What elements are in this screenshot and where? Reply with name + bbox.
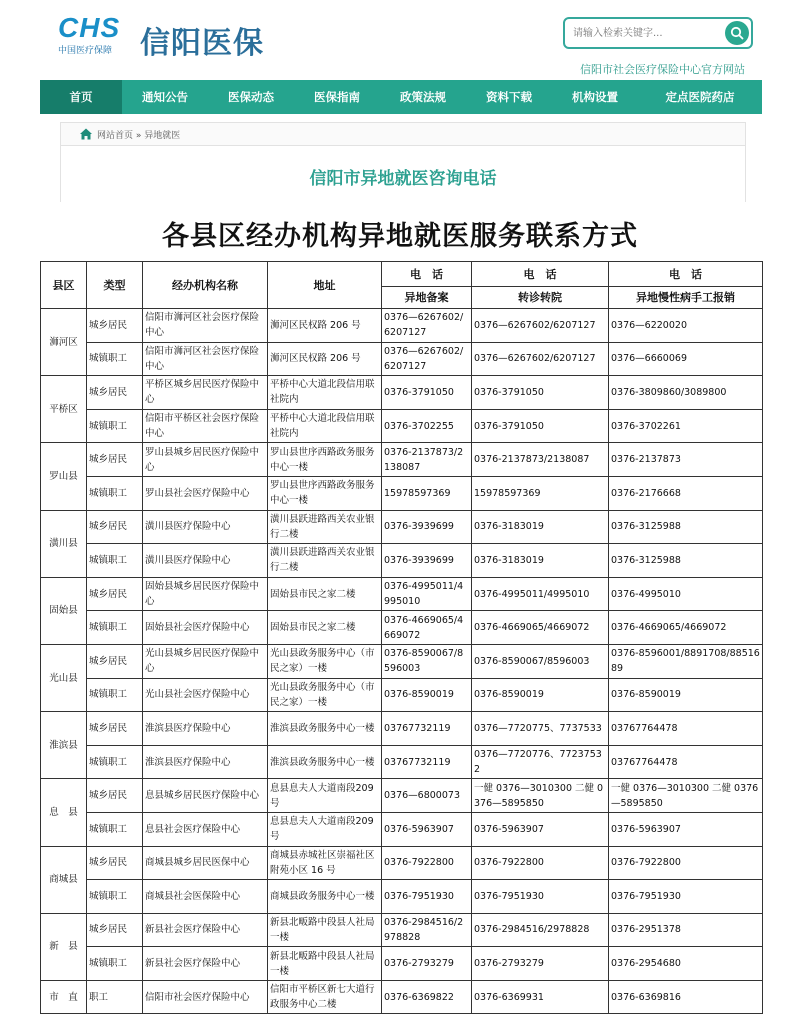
site-name: 信阳医保: [140, 26, 264, 61]
type-cell: 城乡居民: [87, 510, 143, 544]
type-cell: 城乡居民: [87, 309, 143, 343]
county-cell: 淮滨县: [41, 712, 87, 779]
phone-referral-cell: 0376—7720776、77237532: [472, 745, 609, 779]
org-cell: 罗山县城乡居民医疗保险中心: [143, 443, 268, 477]
phone-filing-cell: 0376-7951930: [382, 880, 472, 914]
nav-hospitals-pharmacies[interactable]: 定点医院药店: [665, 90, 735, 104]
org-cell: 信阳市社会医疗保险中心: [143, 980, 268, 1014]
type-cell: 城乡居民: [87, 913, 143, 947]
org-cell: 潢川县医疗保险中心: [143, 544, 268, 578]
type-cell: 职工: [87, 980, 143, 1014]
phone-filing-cell: 0376-7922800: [382, 846, 472, 880]
header-phone-group: 电 话: [472, 262, 609, 287]
county-cell: 新 县: [41, 913, 87, 980]
phone-filing-cell: 0376—6267602/6207127: [382, 342, 472, 376]
nav-news[interactable]: 医保动态: [228, 90, 274, 104]
phone-referral-cell: 0376-3183019: [472, 510, 609, 544]
header-phone-filing: 异地备案: [382, 287, 472, 309]
type-cell: 城乡居民: [87, 644, 143, 678]
phone-referral-cell: 0376-3183019: [472, 544, 609, 578]
address-cell: 光山县政务服务中心（市民之家）一楼: [268, 678, 382, 712]
phone-chronic-cell: 0376-7951930: [609, 880, 763, 914]
type-cell: 城镇职工: [87, 476, 143, 510]
header-phone-chronic: 异地慢性病手工报销: [609, 287, 763, 309]
phone-filing-cell: 03767732119: [382, 745, 472, 779]
address-cell: 息县息夫人大道南段209 号: [268, 812, 382, 846]
phone-filing-cell: 15978597369: [382, 476, 472, 510]
header-phone-group: 电 话: [609, 262, 763, 287]
type-cell: 城镇职工: [87, 947, 143, 981]
header-county: 县区: [41, 262, 87, 309]
phone-chronic-cell: 0376-2954680: [609, 947, 763, 981]
org-cell: 固始县城乡居民医疗保险中心: [143, 577, 268, 611]
phone-filing-cell: 0376-8590019: [382, 678, 472, 712]
site-header: [0, 0, 800, 78]
org-cell: 淮滨县医疗保险中心: [143, 712, 268, 746]
address-cell: 息县息夫人大道南段209 号: [268, 779, 382, 813]
header-org: 经办机构名称: [143, 262, 268, 309]
phone-filing-cell: 0376-3939699: [382, 544, 472, 578]
main-nav: [40, 80, 762, 114]
phone-filing-cell: 0376-6369822: [382, 980, 472, 1014]
phone-referral-cell: 0376—6267602/6207127: [472, 342, 609, 376]
header-address: 地址: [268, 262, 382, 309]
phone-chronic-cell: 一健 0376—3010300 二健 0376—5895850: [609, 779, 763, 813]
type-cell: 城乡居民: [87, 443, 143, 477]
address-cell: 淮滨县政务服务中心一楼: [268, 745, 382, 779]
logo-subtitle: 中国医疗保障: [58, 46, 113, 56]
phone-referral-cell: 0376-3791050: [472, 376, 609, 410]
type-cell: 城镇职工: [87, 678, 143, 712]
type-cell: 城镇职工: [87, 812, 143, 846]
org-cell: 息县社会医疗保险中心: [143, 812, 268, 846]
address-cell: 浉河区民权路 206 号: [268, 309, 382, 343]
org-cell: 商城县社会医保险中心: [143, 880, 268, 914]
center-site-link[interactable]: 信阳市社会医疗保险中心官方网站: [580, 63, 745, 76]
address-cell: 新县北畈路中段县人社局一楼: [268, 947, 382, 981]
content-frame: [60, 146, 746, 202]
org-cell: 商城县城乡居民医保中心: [143, 846, 268, 880]
phone-referral-cell: 15978597369: [472, 476, 609, 510]
phone-filing-cell: 0376-2984516/2978828: [382, 913, 472, 947]
type-cell: 城乡居民: [87, 846, 143, 880]
phone-referral-cell: 0376-4995011/4995010: [472, 577, 609, 611]
phone-referral-cell: 0376-2793279: [472, 947, 609, 981]
nav-policy[interactable]: 政策法规: [400, 90, 446, 104]
phone-chronic-cell: 0376-8596001/8891708/8851689: [609, 644, 763, 678]
phone-referral-cell: 0376-2984516/2978828: [472, 913, 609, 947]
nav-organization[interactable]: 机构设置: [572, 90, 618, 104]
search-button[interactable]: [725, 21, 749, 45]
type-cell: 城镇职工: [87, 342, 143, 376]
phone-chronic-cell: 0376-2176668: [609, 476, 763, 510]
county-cell: 罗山县: [41, 443, 87, 510]
address-cell: 潢川县跃进路西关农业银行二楼: [268, 544, 382, 578]
address-cell: 平桥中心大道北段信用联社院内: [268, 376, 382, 410]
phone-chronic-cell: 0376-3125988: [609, 510, 763, 544]
phone-filing-cell: 0376-2137873/2138087: [382, 443, 472, 477]
phone-chronic-cell: 0376-6369816: [609, 980, 763, 1014]
county-cell: 固始县: [41, 577, 87, 644]
phone-filing-cell: 03767732119: [382, 712, 472, 746]
phone-filing-cell: 0376-4669065/4669072: [382, 611, 472, 645]
type-cell: 城镇职工: [87, 409, 143, 443]
type-cell: 城乡居民: [87, 712, 143, 746]
table-row: [41, 376, 763, 410]
county-cell: 市 直: [41, 980, 87, 1014]
table-row: [41, 779, 763, 813]
phone-chronic-cell: 0376-3125988: [609, 544, 763, 578]
header-type: 类型: [87, 262, 143, 309]
address-cell: 罗山县世序西路政务服务中心一楼: [268, 476, 382, 510]
table-row: [41, 812, 763, 846]
breadcrumb: [60, 122, 746, 146]
table-row: [41, 980, 763, 1014]
table-row: [41, 443, 763, 477]
table-row: [41, 309, 763, 343]
page-subtitle: 信阳市异地就医咨询电话: [309, 169, 497, 189]
county-cell: 光山县: [41, 644, 87, 711]
phone-chronic-cell: 03767764478: [609, 745, 763, 779]
table-row: [41, 913, 763, 947]
org-cell: 罗山县社会医疗保险中心: [143, 476, 268, 510]
type-cell: 城镇职工: [87, 611, 143, 645]
phone-referral-cell: 0376-7922800: [472, 846, 609, 880]
search-icon: [730, 26, 744, 40]
phone-chronic-cell: 0376-3702261: [609, 409, 763, 443]
table-row: [41, 409, 763, 443]
nav-home[interactable]: 首页: [40, 80, 122, 114]
phone-chronic-cell: 0376-4995010: [609, 577, 763, 611]
table-row: [41, 476, 763, 510]
home-icon: [79, 127, 93, 141]
chs-logo[interactable]: [58, 14, 138, 58]
phone-referral-cell: 0376—6267602/6207127: [472, 309, 609, 343]
phone-filing-cell: 0376-4995011/4995010: [382, 577, 472, 611]
phone-chronic-cell: 0376-7922800: [609, 846, 763, 880]
org-cell: 光山县城乡居民医疗保险中心: [143, 644, 268, 678]
contacts-table: [40, 261, 763, 1014]
table-body: [41, 309, 763, 1014]
phone-chronic-cell: 0376—6220020: [609, 309, 763, 343]
address-cell: 固始县市民之家二楼: [268, 577, 382, 611]
address-cell: 信阳市平桥区新七大道行政服务中心二楼: [268, 980, 382, 1014]
phone-filing-cell: 0376-3939699: [382, 510, 472, 544]
phone-chronic-cell: 0376-2137873: [609, 443, 763, 477]
logo-mark: CHS: [58, 12, 121, 43]
phone-filing-cell: 0376-5963907: [382, 812, 472, 846]
org-cell: 息县城乡居民医疗保险中心: [143, 779, 268, 813]
phone-chronic-cell: 0376-5963907: [609, 812, 763, 846]
org-cell: 新县社会医疗保险中心: [143, 947, 268, 981]
phone-filing-cell: 0376-8590067/8596003: [382, 644, 472, 678]
phone-chronic-cell: 0376-8590019: [609, 678, 763, 712]
type-cell: 城镇职工: [87, 544, 143, 578]
breadcrumb-text[interactable]: 网站首页 » 异地就医: [97, 131, 181, 141]
county-cell: 潢川县: [41, 510, 87, 577]
phone-referral-cell: 0376-4669065/4669072: [472, 611, 609, 645]
county-cell: 息 县: [41, 779, 87, 846]
address-cell: 淮滨县政务服务中心一楼: [268, 712, 382, 746]
table-row: [41, 611, 763, 645]
phone-filing-cell: 0376-3702255: [382, 409, 472, 443]
address-cell: 罗山县世序西路政务服务中心一楼: [268, 443, 382, 477]
phone-referral-cell: 0376-8590019: [472, 678, 609, 712]
org-cell: 固始县社会医疗保险中心: [143, 611, 268, 645]
org-cell: 潢川县医疗保险中心: [143, 510, 268, 544]
table-row: [41, 846, 763, 880]
county-cell: 商城县: [41, 846, 87, 913]
nav-guide[interactable]: 医保指南: [314, 90, 360, 104]
phone-referral-cell: 0376—7720775、7737533: [472, 712, 609, 746]
phone-referral-cell: 一健 0376—3010300 二健 0376—5895850: [472, 779, 609, 813]
address-cell: 潢川县跃进路西关农业银行二楼: [268, 510, 382, 544]
address-cell: 光山县政务服务中心（市民之家）一楼: [268, 644, 382, 678]
table-row: [41, 510, 763, 544]
table-row: [41, 712, 763, 746]
address-cell: 商城县赤城社区崇福社区附苑小区 16 号: [268, 846, 382, 880]
org-cell: 信阳市浉河区社会医疗保险中心: [143, 342, 268, 376]
type-cell: 城镇职工: [87, 880, 143, 914]
type-cell: 城乡居民: [87, 779, 143, 813]
phone-filing-cell: 0376—6800073: [382, 779, 472, 813]
type-cell: 城镇职工: [87, 745, 143, 779]
nav-downloads[interactable]: 资料下载: [486, 90, 532, 104]
phone-filing-cell: 0376—6267602/6207127: [382, 309, 472, 343]
phone-referral-cell: 0376-6369931: [472, 980, 609, 1014]
org-cell: 新县社会医疗保险中心: [143, 913, 268, 947]
address-cell: 浉河区民权路 206 号: [268, 342, 382, 376]
org-cell: 光山县社会医疗保险中心: [143, 678, 268, 712]
nav-notices[interactable]: 通知公告: [142, 90, 188, 104]
phone-referral-cell: 0376-3791050: [472, 409, 609, 443]
phone-filing-cell: 0376-3791050: [382, 376, 472, 410]
phone-referral-cell: 0376-5963907: [472, 812, 609, 846]
address-cell: 新县北畈路中段县人社局一楼: [268, 913, 382, 947]
org-cell: 信阳市浉河区社会医疗保险中心: [143, 309, 268, 343]
table-row: [41, 745, 763, 779]
phone-chronic-cell: 03767764478: [609, 712, 763, 746]
address-cell: 商城县政务服务中心一楼: [268, 880, 382, 914]
header-phone-referral: 转诊转院: [472, 287, 609, 309]
page-title: 各县区经办机构异地就医服务联系方式: [162, 221, 638, 252]
header-phone-group: 电 话: [382, 262, 472, 287]
phone-referral-cell: 0376-8590067/8596003: [472, 644, 609, 678]
county-cell: 浉河区: [41, 309, 87, 376]
phone-referral-cell: 0376-2137873/2138087: [472, 443, 609, 477]
table-row: [41, 342, 763, 376]
table-row: [41, 577, 763, 611]
table-row: [41, 678, 763, 712]
address-cell: 固始县市民之家二楼: [268, 611, 382, 645]
table-row: [41, 947, 763, 981]
county-cell: 平桥区: [41, 376, 87, 443]
org-cell: 平桥区城乡居民医疗保险中心: [143, 376, 268, 410]
type-cell: 城乡居民: [87, 376, 143, 410]
table-row: [41, 544, 763, 578]
address-cell: 平桥中心大道北段信用联社院内: [268, 409, 382, 443]
search-box: [563, 17, 753, 49]
phone-filing-cell: 0376-2793279: [382, 947, 472, 981]
table-row: [41, 644, 763, 678]
type-cell: 城乡居民: [87, 577, 143, 611]
phone-referral-cell: 0376-7951930: [472, 880, 609, 914]
org-cell: 淮滨县医疗保险中心: [143, 745, 268, 779]
table-row: [41, 880, 763, 914]
search-input[interactable]: [573, 24, 721, 42]
phone-chronic-cell: 0376-3809860/3089800: [609, 376, 763, 410]
phone-chronic-cell: 0376-4669065/4669072: [609, 611, 763, 645]
org-cell: 信阳市平桥区社会医疗保险中心: [143, 409, 268, 443]
phone-chronic-cell: 0376-2951378: [609, 913, 763, 947]
phone-chronic-cell: 0376—6660069: [609, 342, 763, 376]
